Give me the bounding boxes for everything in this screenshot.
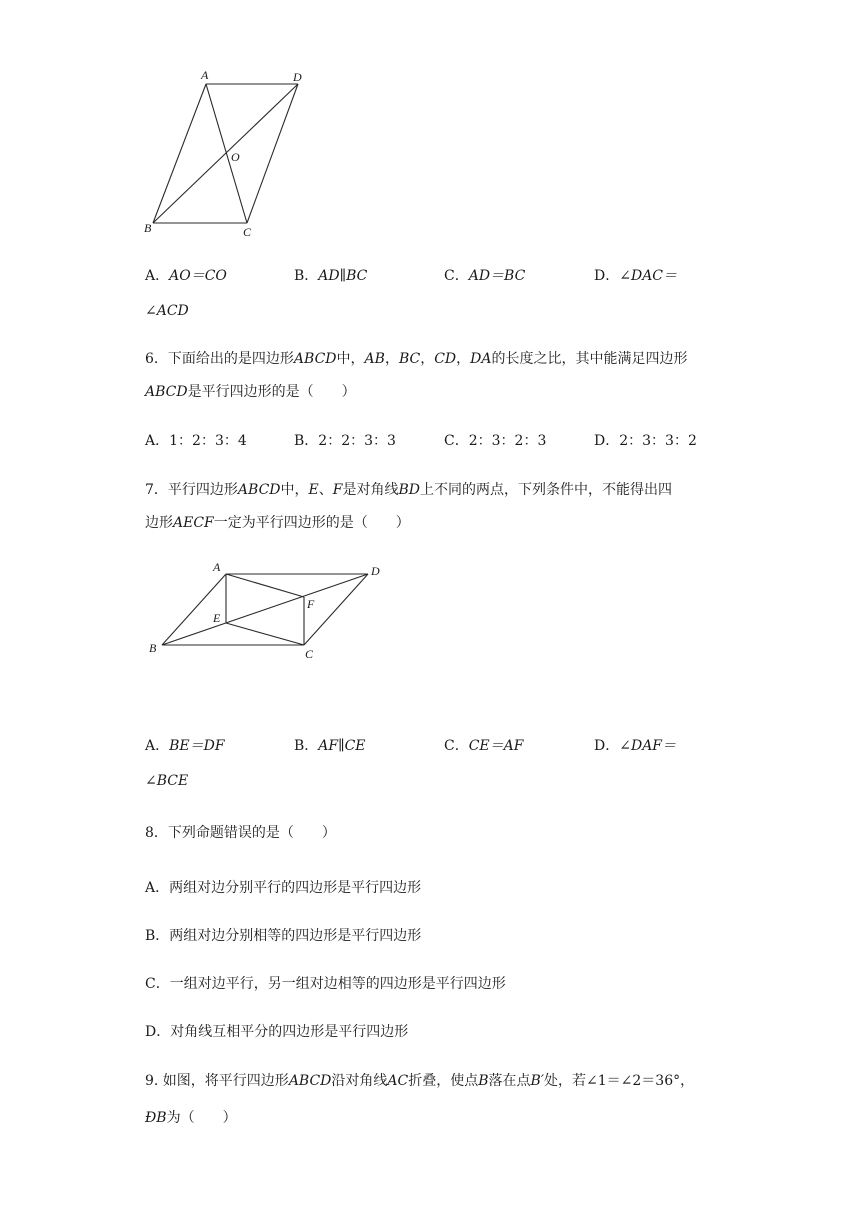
q5-option-d: D．∠DAC＝: [594, 268, 678, 284]
q6-option-d: D．2：3：3：2: [594, 433, 697, 449]
q7-stem-line2: 边形AECF一定为平行四边形的是（ ）: [145, 515, 410, 531]
label-o: O: [231, 150, 240, 164]
q5-option-c: C．AD＝BC: [444, 268, 526, 284]
figure-parallelogram-abcd: [138, 66, 318, 242]
diagonal-ac: [206, 84, 247, 223]
q6-option-b: B．2：2：3：3: [294, 433, 396, 449]
q6-option-c: C．2：3：2：3: [444, 433, 547, 449]
q8-option-a: A．两组对边分别平行的四边形是平行四边形: [145, 880, 422, 896]
label-c: C: [305, 647, 314, 661]
side-dc: [247, 84, 298, 223]
diagonal-bd: [153, 84, 298, 223]
label-c: C: [243, 225, 252, 239]
q5-option-b: B．AD∥BC: [294, 268, 368, 284]
q7-option-c: C．CE＝AF: [444, 738, 524, 754]
q6-stem-line1: 6．下面给出的是四边形ABCD中，AB，BC，CD，DA的长度之比，其中能满足四边形: [145, 351, 688, 367]
segment-ec: [226, 623, 304, 645]
q9-stem-line1: 9. 如图，将平行四边形ABCD沿对角线AC折叠，使点B落在点B′处，若∠1＝∠2＝36°，: [145, 1073, 695, 1089]
label-e: E: [213, 611, 221, 625]
segment-af: [226, 574, 304, 597]
q8-option-c: C．一组对边平行，另一组对边相等的四边形是平行四边形: [145, 976, 506, 992]
q5-option-a: A．AO＝CO: [145, 268, 227, 284]
label-a: A: [201, 68, 209, 82]
label-f: F: [307, 597, 315, 611]
label-d: D: [293, 70, 302, 84]
label-d: D: [371, 564, 380, 578]
figure-parallelogram-aecf: [142, 556, 392, 666]
q6-stem-line2: ABCD是平行四边形的是（ ）: [145, 384, 356, 400]
q9-stem-line2: ÐB为（ ）: [145, 1110, 237, 1126]
label-b: B: [149, 641, 157, 655]
q6-option-a: A．1：2：3：4: [145, 433, 247, 449]
label-a: A: [213, 560, 221, 574]
q7-option-a: A．BE＝DF: [145, 738, 225, 754]
q8-option-d: D．对角线互相平分的四边形是平行四边形: [145, 1024, 409, 1040]
q7-option-d-wrap: ∠BCE: [145, 773, 189, 789]
q8-stem: 8．下列命题错误的是（ ）: [145, 825, 336, 841]
q5-option-d-wrap: ∠ACD: [145, 303, 189, 319]
q7-option-d: D．∠DAF＝: [594, 738, 677, 754]
q8-option-b: B．两组对边分别相等的四边形是平行四边形: [145, 928, 422, 944]
q7-stem-line1: 7．平行四边形ABCD中，E、F是对角线BD上不同的两点，下列条件中，不能得出四: [145, 482, 672, 498]
side-ba: [153, 84, 206, 223]
q7-option-b: B．AF∥CE: [294, 738, 366, 754]
label-b: B: [144, 221, 152, 235]
